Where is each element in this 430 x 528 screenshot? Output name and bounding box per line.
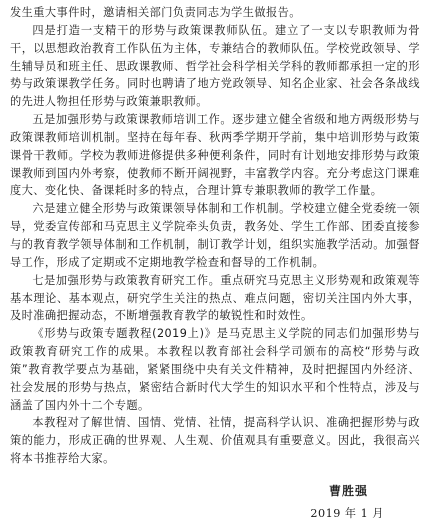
signature-date: 2019 年 1 月 — [310, 507, 384, 520]
paragraph-2: 四是打造一支精干的形势与政策课教师队伍。建立了一支以专职教师为骨干，以思想政治教育工作队伍为主体，专兼结合的教师队伍。学校党政领导、学生辅导员和班主任、思政课教师、哲学社会科学相关学科的教师都承担一定的形势与政策课教学任务。同时也聘请了地方党政领导、知名企业家、社会各条战线的先进人物担任形势与政策兼职教师。 — [10, 23, 420, 109]
paragraph-5: 七是加强形势与政策教育研究工作。重点研究马克思主义形势观和政策观等基本理论、基本观点，研究学生关注的热点、难点问题，密切关注国内外大事，及时准确把握动态，不断增强教育教学的敏锐性和时效性。 — [10, 273, 420, 323]
paragraph-3: 五是加强形势与政策课教师培训工作。逐步建立健全省级和地方两级形势与政策课教师培训机制。坚持在每年春、秋两季学期开学前，集中培训形势与政策课骨干教师。学校为教师进修提供多种便利条件，同时有计划地安排形势与政策课教师到国内外考察，使教师不断开阔视野，丰富教学内容。充分考虑这门课难度大、变化快、备课耗时多的特点，合理计算专兼职教师的教学工作量。 — [10, 113, 420, 198]
paragraph-1: 发生重大事件时，邀请相关部门负责同志为学生做报告。 — [10, 6, 301, 19]
paragraph-6: 《形势与政策专题教程(2019上)》是马克思主义学院的同志们加强形势与政策教育研究工作的成果。本教程以教育部社会科学司颁布的高校“形势与政策”教育教学要点为基础，紧紧围绕中央有关文件精神，及时把握国内外经济、社会发展的形势与热点，紧密结合新时代大学生的知识水平和个性特点，涉及与涵盖了国内外十二个专题。 — [10, 327, 420, 412]
paragraph-4: 六是建立健全形势与政策课领导体制和工作机制。学校建立健全党委统一领导，党委宣传部和马克思主义学院牵头负责，教务处、学生工作部、团委直接参与的教育教学领导体制和工作机制，制订教学计划，组织实施教学活动。加强督导工作，形成了定期或不定期地教学检查和督导的工作机制。 — [10, 202, 420, 269]
paragraph-7: 本教程对了解世情、国情、党情、社情，提高科学认识、准确把握形势与政策的能力，形成正确的世界观、人生观、价值观具有重要意义。因此，我很高兴将本书推荐给大家。 — [10, 416, 420, 466]
author-signature: 曹胜强 — [328, 484, 368, 498]
